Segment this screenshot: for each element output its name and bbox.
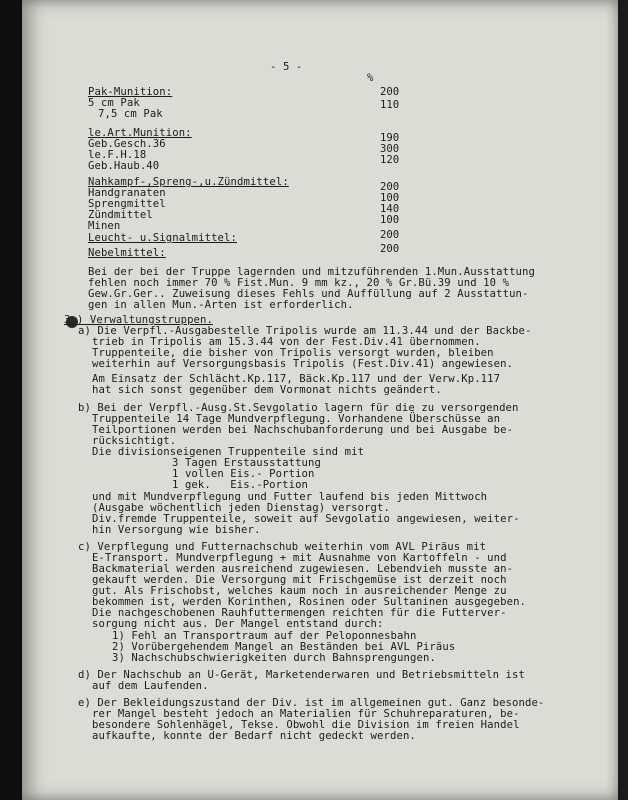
text-line: auf dem Laufenden. [92,680,209,692]
text-line: und mit Mundverpflegung und Futter laufend bis jeden Mittwoch [92,491,488,503]
percent-header: % [367,72,374,84]
text-line: b) Bei der Verpfl.-Ausg.St.Sevgolatio lagern für die zu versorgenden [78,402,519,414]
text-line: gen in allen Mun.-Arten ist erforderlich. [88,299,354,311]
text-line: Nahkampf-,Spreng-,u.Zündmittel: [88,176,289,188]
text-line: (Ausgabe wöchentlich jeden Dienstag) versorgt. [92,502,390,514]
text-line: 5 cm Pak [88,97,140,109]
text-line: 3) Nachschubschwierigkeiten durch Bahnsprengungen. [112,652,436,664]
text-line: Am Einsatz der Schlächt.Kp.117, Bäck.Kp.117 und der Verw.Kp.117 [92,373,501,385]
text-line: 2) Vorübergehendem Mangel an Beständen bei AVL Piräus [112,641,456,653]
text-line: c) Verpflegung und Futternachschub weiterhin vom AVL Piräus mit [78,541,487,553]
text-line: Truppenteile, die bisher von Tripolis versorgt wurden, bleiben [92,347,494,359]
text-line: Pak-Munition: [88,86,173,98]
text-line: fehlen noch immer 70 % Fist.Mun. 9 mm kz., 20 % Gr.Bü.39 und 10 % [88,277,510,289]
percent-value: 100 [380,214,400,226]
text-line: Sprengmittel [88,198,166,210]
percent-value: 300 [380,143,400,155]
text-line: Gew.Gr.Ger.. Zuweisung dieses Fehls und Auffüllung auf 2 Ausstattun- [88,288,529,300]
text-line: gekauft werden. Die Versorgung mit Frischgemüse ist derzeit noch [92,574,507,586]
text-line: besondere Sohlenhägel, Tekse. Obwohl die Division im freien Handel [92,719,520,731]
text-line: rücksichtigt. [92,435,177,447]
document-page [22,0,618,800]
text-line: 3.) Verwaltungstruppen. [64,314,213,326]
percent-value: 200 [380,243,400,255]
text-line: Geb.Gesch.36 [88,138,166,150]
text-line: 1 vollen Eis.- Portion [172,468,315,480]
text-line: bekommen ist, werden Korinthen, Rosinen oder Sultaninen ausgegeben. [92,596,527,608]
text-line: Backmaterial werden ausreichend zugewiesen. Lebendvieh musste an- [92,563,514,575]
text-line: Die divisionseigenen Truppenteile sind mit [92,446,365,458]
text-line: hin Versorgung wie bisher. [92,524,261,536]
scan-edge [0,0,22,800]
percent-value: 190 [380,132,400,144]
text-line: Bei der bei der Truppe lagernden und mitzuführenden 1.Mun.Ausstattung [88,266,535,278]
percent-value: 140 [380,203,400,215]
percent-value: 100 [380,192,400,204]
text-line: 1) Fehl an Transportraum auf der Peloponnesbahn [112,630,417,642]
percent-value: 200 [380,229,400,241]
text-line: Nebelmittel: [88,247,166,259]
text-line: Handgranaten [88,187,166,199]
text-line: hat sich sonst gegenüber dem Vormonat nichts geändert. [92,384,442,396]
text-line: aufkaufte, konnte der Bedarf nicht gedeckt werden. [92,730,416,742]
text-line: Leucht- u.Signalmittel: [88,232,237,244]
text-line: 1 gek. Eis.-Portion [172,479,309,491]
page-number: - 5 - [270,61,303,73]
text-line: Minen [88,220,121,232]
text-line: a) Die Verpfl.-Ausgabestelle Tripolis wurde am 11.3.44 und der Backbe- [78,325,532,337]
percent-value: 200 [380,181,400,193]
text-line: trieb in Tripolis am 15.3.44 von der Fest.Div.41 übernommen. [92,336,481,348]
text-line: 7,5 cm Pak [98,108,163,120]
text-line: weiterhin auf Versorgungsbasis Tripolis (Fest.Div.41) angewiesen. [92,358,514,370]
percent-value: 110 [380,99,400,111]
text-line: Die nachgeschobenen Rauhfuttermengen reichten für die Futterver- [92,607,507,619]
text-line: le.F.H.18 [88,149,147,161]
text-line: gut. Als Frischobst, welches kaum noch in ausreichender Menge zu [92,585,507,597]
text-line: Teilportionen werden bei Nachschubanforderung und bei Ausgabe be- [92,424,514,436]
text-line: 3 Tagen Erstausstattung [172,457,321,469]
text-line: Div.fremde Truppenteile, soweit auf Sevgolatio angewiesen, weiter- [92,513,520,525]
text-line: Zündmittel [88,209,153,221]
text-line: Truppenteile 14 Tage Mundverpflegung. Vorhandene Überschüsse an [92,413,501,425]
text-line: d) Der Nachschub an U-Gerät, Marketenderwaren und Betriebsmitteln ist [78,669,525,681]
text-line: E-Transport. Mundverpflegung + mit Ausnahme von Kartoffeln - und [92,552,507,564]
text-line: sorgung nicht aus. Der Mangel entstand durch: [92,618,384,630]
text-line: e) Der Bekleidungszustand der Div. ist im allgemeinen gut. Ganz besonde- [78,697,545,709]
percent-value: 120 [380,154,400,166]
text-line: rer Mangel besteht jedoch an Materialien für Schuhreparaturen, be- [92,708,520,720]
text-line: le.Art.Munition: [88,127,192,139]
text-line: Geb.Haub.40 [88,160,160,172]
percent-value: 200 [380,86,400,98]
